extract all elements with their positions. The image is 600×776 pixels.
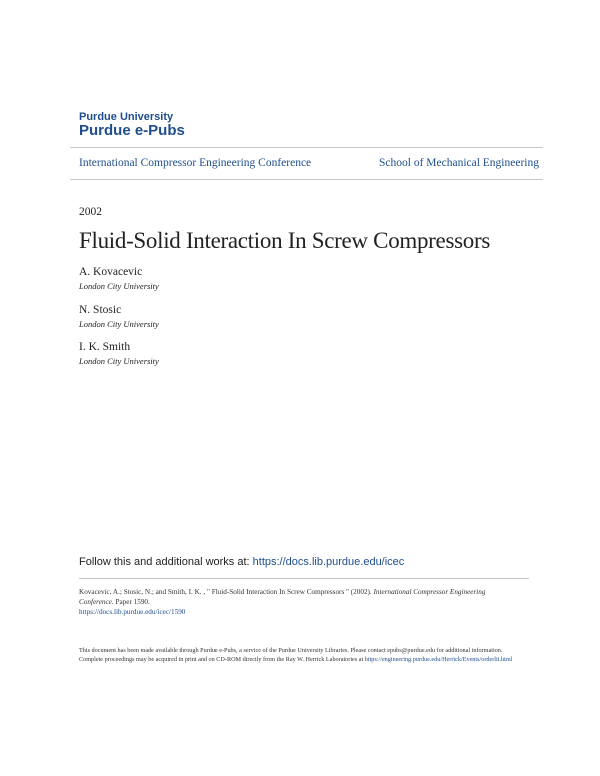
author-name: I. K. Smith bbox=[79, 341, 131, 353]
conference-link[interactable]: International Compressor Engineering Conference bbox=[79, 157, 312, 169]
school-link[interactable]: School of Mechanical Engineering bbox=[379, 157, 539, 169]
author-affiliation: London City University bbox=[79, 319, 159, 329]
author-affiliation: London City University bbox=[79, 356, 159, 366]
author-name: N. Stosic bbox=[79, 304, 122, 316]
notice-block bbox=[79, 646, 529, 664]
divider-citation bbox=[79, 578, 529, 579]
follow-line bbox=[79, 556, 404, 568]
citation-paper: Paper 1590. bbox=[115, 598, 150, 606]
divider-top bbox=[70, 147, 543, 148]
paper-title: Fluid-Solid Interaction In Screw Compressors bbox=[79, 228, 490, 253]
citation-journal: International Compressor Engineering Conference. bbox=[79, 588, 486, 606]
citation-url[interactable]: https://docs.lib.purdue.edu/icec/1590 bbox=[79, 608, 186, 616]
herrick-link[interactable]: https://engineering.purdue.edu/Herrick/Events/orderlit.html bbox=[364, 656, 513, 663]
follow-link[interactable]: https://docs.lib.purdue.edu/icec bbox=[252, 556, 405, 568]
notice-proceedings bbox=[79, 655, 529, 664]
notice-proceedings-text: Complete proceedings may be acquired in print and on CD-ROM directly from the Ray W. Herrick Laboratories at bbox=[79, 656, 364, 663]
publication-year: 2002 bbox=[79, 206, 102, 218]
divider-bottom bbox=[70, 179, 543, 180]
author-affiliation: London City University bbox=[79, 281, 159, 291]
institution-name: Purdue University bbox=[79, 111, 174, 123]
author-name: A. Kovacevic bbox=[79, 266, 143, 278]
notice-text: This document has been made available through Purdue e-Pubs, a service of the Purdue University Libraries. Please contact epubs@purdue.edu for additional information. bbox=[79, 647, 503, 654]
citation-text: Kovacevic, A.; Stosic, N.; and Smith, I. K. , " Fluid-Solid Interaction In Screw Compressors " (2002). bbox=[79, 588, 372, 596]
citation-block bbox=[79, 587, 509, 617]
repository-name[interactable]: Purdue e-Pubs bbox=[79, 122, 185, 139]
follow-label: Follow this and additional works at: bbox=[79, 556, 250, 568]
